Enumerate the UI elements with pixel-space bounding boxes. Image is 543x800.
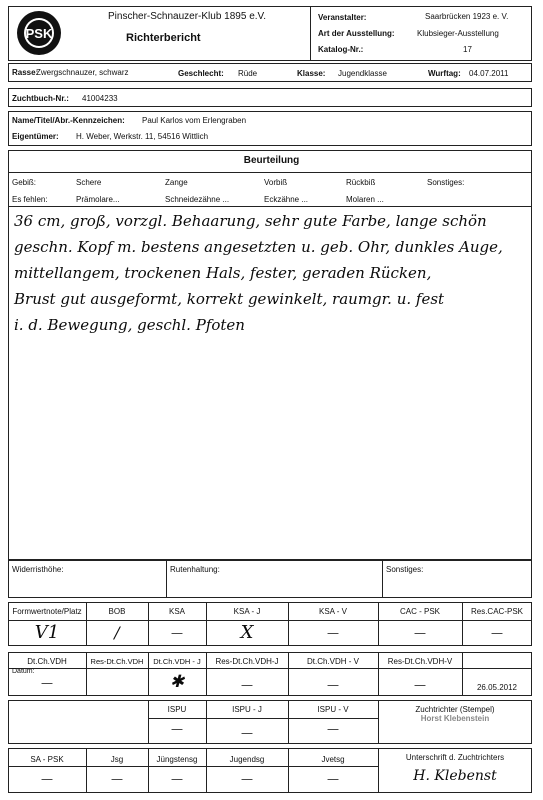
- g3-header-ispu-v: ISPU - V: [317, 705, 349, 714]
- g2-mark-res-dt-ch-j: —: [241, 678, 253, 692]
- g1-header-ksa: KSA: [168, 607, 185, 616]
- g3-header-ispu: ISPU: [167, 705, 187, 714]
- show-type-label: Art der Ausstellung:: [318, 29, 395, 38]
- g3-header-ispu-j: ISPU - J: [232, 705, 262, 714]
- show-type-value: Klubsieger-Ausstellung: [417, 29, 499, 38]
- handwritten-line-1: 36 cm, groß, vorzgl. Behaarung, sehr gute Farbe, lange schön: [14, 212, 487, 230]
- g3-mark-ispu-v: —: [327, 722, 339, 736]
- name-value: Paul Karlos vom Erlengraben: [142, 116, 247, 125]
- bite-option-other: Sonstiges:: [427, 178, 465, 187]
- eval-line-1: [8, 172, 532, 173]
- g3-mark-ispu: —: [171, 722, 183, 736]
- other-measure-label: Sonstiges:: [386, 565, 424, 574]
- date-value: 26.05.2012: [476, 683, 518, 692]
- g4-mark-jsg: —: [111, 772, 123, 786]
- g4-header-juengstensg: Jüngstensg: [156, 755, 198, 764]
- throw-date-label: Wurftag:: [428, 69, 461, 78]
- g1-mark-formwert: V1: [34, 622, 60, 643]
- class-label: Klasse:: [297, 69, 326, 78]
- grades4-hline: [8, 766, 378, 767]
- owner-value: H. Weber, Werkstr. 11, 54516 Wittlich: [76, 132, 209, 141]
- bite-option-undershot: Rückbiß: [346, 178, 376, 187]
- class-value: Jugendklasse: [338, 69, 387, 78]
- club-name: Pinscher-Schnauzer-Klub 1895 e.V.: [108, 11, 267, 22]
- catalog-label: Katalog-Nr.:: [318, 45, 364, 54]
- g4-mark-jugendsg: —: [241, 772, 253, 786]
- name-label: Name/Titel/Abr.-Kennzeichen:: [12, 116, 125, 125]
- measures-box: [8, 560, 532, 598]
- g1-header-bob: BOB: [108, 607, 126, 616]
- grades3-hline: [148, 718, 378, 719]
- g1-header-ksa-v: KSA - V: [318, 607, 347, 616]
- judge-signature: H. Klebenst: [413, 768, 497, 784]
- g2-mark-res-dt-ch-v: —: [414, 678, 426, 692]
- date-label: Datum:: [12, 668, 35, 675]
- handwritten-line-3: mittellangem, trockenen Hals, fester, geraden Rücken,: [14, 264, 432, 282]
- organizer-value: Saarbrücken 1923 e. V.: [425, 12, 509, 21]
- breed-value: Zwergschnauzer, schwarz: [36, 68, 129, 77]
- missing-premolars: Prämolare...: [76, 195, 120, 204]
- g4-header-jsg: Jsg: [110, 755, 124, 764]
- height-label: Widerristhöhe:: [12, 565, 64, 574]
- bite-option-overshot: Vorbiß: [264, 178, 288, 187]
- owner-label: Eigentümer:: [12, 132, 59, 141]
- g4-header-jvetsg: Jvetsg: [321, 755, 345, 764]
- page-title: Richterbericht: [126, 32, 201, 44]
- evaluation-heading: Beurteilung: [243, 155, 300, 166]
- g2-mark-dt-ch: —: [41, 676, 53, 690]
- catalog-value: 17: [463, 45, 472, 54]
- g1-mark-cac: —: [414, 626, 426, 640]
- studbook-value: 41004233: [82, 94, 118, 103]
- g2-mark-dt-ch-j: ✱: [169, 672, 185, 692]
- header-divider: [310, 6, 311, 61]
- g2-header-dt-ch-j: Dt.Ch.VDH - J: [153, 657, 201, 666]
- g1-header-cac: CAC - PSK: [399, 607, 440, 616]
- bite-option-scissor: Schere: [76, 178, 102, 187]
- sex-value: Rüde: [238, 69, 258, 78]
- missing-label: Es fehlen:: [12, 195, 48, 204]
- missing-molars: Molaren ...: [346, 195, 384, 204]
- tail-label: Rutenhaltung:: [170, 565, 220, 574]
- g1-header-ksa-j: KSA - J: [233, 607, 261, 616]
- studbook-label: Zuchtbuch-Nr.:: [12, 94, 69, 103]
- g4-header-sa-psk: SA - PSK: [30, 755, 64, 764]
- measures-divider-1: [166, 560, 167, 598]
- g1-mark-bob: /: [114, 623, 120, 642]
- g4-mark-jvetsg: —: [327, 772, 339, 786]
- throw-date-value: 04.07.2011: [469, 69, 509, 78]
- handwritten-line-2: geschn. Kopf m. bestens angesetzten u. geb. Ohr, dunkles Auge,: [14, 238, 503, 256]
- g1-mark-res-cac: —: [491, 626, 503, 640]
- handwritten-line-4: Brust gut ausgeformt, korrekt gewinkelt, raumgr. u. fest: [14, 290, 445, 308]
- g2-header-dt-ch: Dt.Ch.VDH: [27, 657, 67, 666]
- g2-header-res-dt-ch-j: Res-Dt.Ch.VDH-J: [215, 657, 279, 666]
- g2-mark-dt-ch-v: —: [327, 678, 339, 692]
- g1-header-formwert: Formwertnote/Platz: [12, 607, 82, 616]
- g4-header-jugendsg: Jugendsg: [229, 755, 265, 764]
- g3-mark-ispu-j: —: [241, 726, 253, 740]
- handwritten-line-5: i. d. Bewegung, geschl. Pfoten: [14, 316, 245, 334]
- g2-header-res-dt-ch: Res-Dt.Ch.VDH: [90, 657, 144, 666]
- g2-header-res-dt-ch-v: Res-Dt.Ch.VDH-V: [387, 657, 453, 666]
- breeder-stamp-label: Zuchtrichter (Stempel): [415, 705, 495, 714]
- breed-label: Rasse:: [12, 68, 39, 77]
- organizer-label: Veranstalter:: [318, 13, 367, 22]
- eval-line-2: [8, 206, 532, 207]
- logo-letters: PSK: [25, 26, 53, 41]
- g4-mark-sa-psk: —: [41, 772, 53, 786]
- missing-canines: Eckzähne ...: [264, 195, 309, 204]
- club-logo: [16, 10, 62, 56]
- g4-mark-juengstensg: —: [171, 772, 183, 786]
- judge-stamp: Horst Klebenstein: [420, 714, 490, 723]
- g1-mark-ksa: —: [171, 626, 183, 640]
- signature-label: Unterschrift d. Zuchtrichters: [405, 753, 505, 762]
- g1-header-res-cac: Res.CAC-PSK: [470, 607, 523, 616]
- missing-incisors: Schneidezähne ...: [165, 195, 230, 204]
- g1-mark-ksa-j: X: [240, 622, 254, 643]
- g1-mark-ksa-v: —: [327, 626, 339, 640]
- bite-option-pincer: Zange: [165, 178, 188, 187]
- measures-divider-2: [382, 560, 383, 598]
- g2-header-dt-ch-v: Dt.Ch.VDH - V: [306, 657, 359, 666]
- sex-label: Geschlecht:: [178, 69, 224, 78]
- bite-label: Gebiß:: [12, 178, 37, 187]
